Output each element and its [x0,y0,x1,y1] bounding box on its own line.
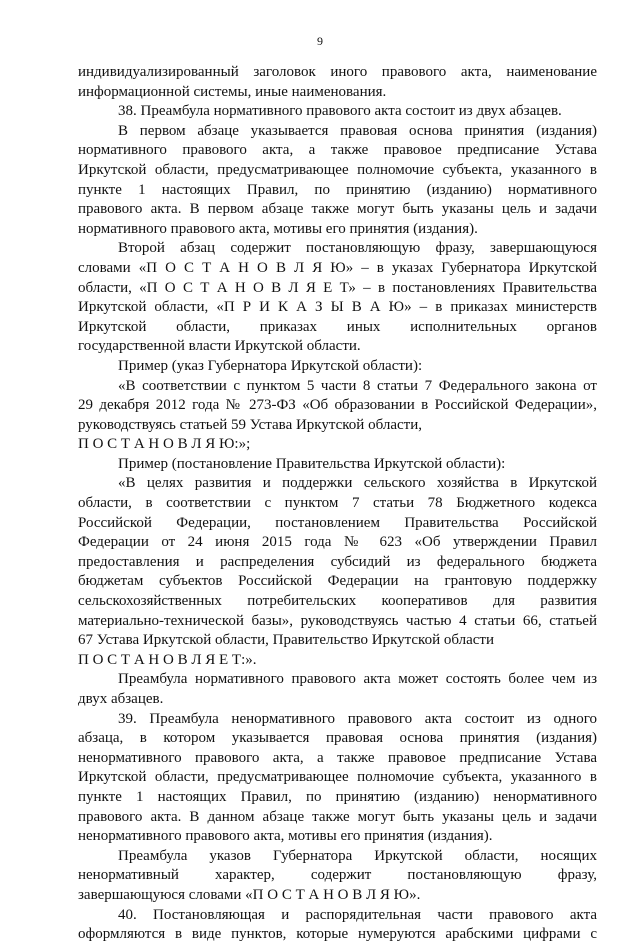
text-line: ненормативного правового акта, мотивы его принятия (издания). [78,828,493,845]
text-line: Преамбула нормативного правового акта может состоять более чем из [118,671,597,688]
text-line: пункте 1 настоящих Правил, по принятию (изданию) ненормативного [78,788,597,805]
text-line: индивидуализированный заголовок иного правового акта, наименование [78,64,597,80]
text-line: информационной системы, иные наименования. [78,83,387,100]
text-line: Пример (указ Губернатора Иркутской области): [118,357,423,374]
text-line: области, «П О С Т А Н О В Л Я Е Т» – в постановлениях Правительства [78,279,597,296]
text-line: Иркутской области, «П Р И К А З Ы В А Ю» – в приказах министерств [78,299,597,316]
text-line: пункте 1 настоящих Правил, по принятию (изданию) нормативного [78,181,597,198]
text-line: 29 декабря 2012 года № 273-ФЗ «Об образовании в Российской Федерации», [78,397,597,414]
text-line: «В соответствии с пунктом 5 части 8 статьи 7 Федерального закона от [118,377,597,394]
text-line: ненормативного правового акта, а также правовое предписание Устава [78,749,597,766]
text-line: словами «П О С Т А Н О В Л Я Ю» – в указах Губернатора Иркутской [78,259,597,276]
text-line: правового акта. В первом абзаце также могут быть указаны цель и задачи [78,201,597,218]
text-line: П О С Т А Н О В Л Я Е Т:». [78,651,257,668]
text-line: двух абзацев. [78,691,164,707]
text-line: сельскохозяйственных потребительских кооперативов для развития [78,593,597,610]
text-line: Федерации от 24 июня 2015 года № 623 «Об утверждении Правил [78,534,597,551]
text-line: завершающуюся словами «П О С Т А Н О В Л Я Ю». [78,886,421,903]
text-line: абзаца, в котором указывается правовая основа принятия (издания) [78,730,597,747]
text-line: 67 Устава Иркутской области, Правительство Иркутской области [78,632,494,649]
text-line: Иркутской области, приказах иных исполнительных органов [78,318,597,335]
text-line: правового акта. В данном абзаце также могут быть указаны цель и задачи [78,808,597,825]
text-line: бюджетам субъектов Российской Федерации на грантовую поддержку [78,573,597,590]
text-line: нормативного правового акта, а также правовое предписание Устава [78,142,597,159]
text-line: Пример (постановление Правительства Иркутской области): [118,455,506,472]
document-body [78,63,597,945]
text-line: руководствуясь статьей 59 Устава Иркутской области, [78,416,422,433]
text-line: Иркутской области, предусматривающее полномочие субъекта, указанного в [78,161,597,178]
text-line: Иркутской области, предусматривающее полномочие субъекта, указанного в [78,769,597,786]
page-number: 9 [317,34,323,48]
text-line: нормативного правового акта, мотивы его принятия (издания). [78,220,478,237]
text-line: 39. Преамбула ненормативного правового акта состоит из одного [118,710,597,727]
text-line: П О С Т А Н О В Л Я Ю:»; [78,436,251,453]
text-line: области, в соответствии с пунктом 7 статьи 78 Бюджетного кодекса [78,495,597,512]
text-line: Российской Федерации, постановлением Правительства Российской [78,514,597,531]
text-line: оформляются в виде пунктов, которые нумеруются арабскими цифрами с [78,926,597,943]
text-line: 40. Постановляющая и распорядительная части правового акта [118,906,597,923]
text-line: «В целях развития и поддержки сельского хозяйства в Иркутской [118,475,597,492]
text-line: государственной власти Иркутской области. [78,338,361,355]
text-line: ненормативный характер, содержит постановляющую фразу, [78,867,597,884]
text-line: Преамбула указов Губернатора Иркутской области, носящих [118,847,597,864]
text-line: 38. Преамбула нормативного правового акта состоит из двух абзацев. [118,103,562,120]
text-line: Второй абзац содержит постановляющую фразу, завершающуюся [118,240,597,257]
text-line: предоставления и распределения субсидий из федерального бюджета [78,553,597,570]
text-line: материально-технической базы», руководствуясь частью 4 статьи 66, статьей [78,612,597,629]
text-line: В первом абзаце указывается правовая основа принятия (издания) [118,122,597,139]
